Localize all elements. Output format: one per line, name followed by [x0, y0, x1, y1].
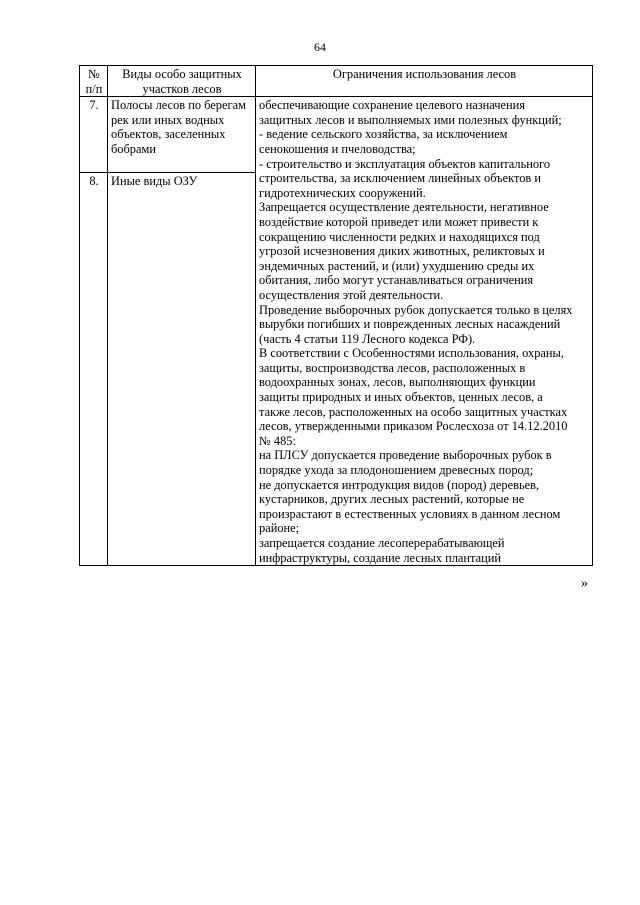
restriction-line: В соответствии с Особенностями использования, охраны, [259, 346, 564, 361]
restriction-line: (часть 4 статьи 119 Лесного кодекса РФ). [259, 331, 476, 346]
page-number: 64 [314, 40, 326, 54]
forest-type-line: бобрами [111, 141, 156, 156]
forest-type-line: Полосы лесов по берегам [111, 98, 246, 113]
restriction-line: сокращению численности редких и находящихся под [259, 229, 540, 244]
restriction-line: произрастают в естественных условиях в данном лесном [259, 506, 561, 521]
restriction-line: строительства, за исключением линейных объектов и [259, 171, 541, 186]
restriction-line: обеспечивающие сохранение целевого назначения [259, 98, 525, 113]
restriction-line: запрещается создание лесоперерабатывающей [259, 536, 505, 550]
header-type-line: Виды особо защитных [122, 67, 242, 81]
restriction-line: вырубки погибших и поврежденных лесных насаждений [259, 317, 561, 332]
header-num-line: № [88, 67, 100, 81]
table-header-row [80, 66, 593, 97]
forest-type-cell [108, 97, 256, 173]
forest-restrictions-table [79, 65, 593, 566]
restriction-line: воздействие которой приведет или может привести к [259, 214, 539, 229]
restriction-line: - ведение сельского хозяйства, за исключением [259, 127, 508, 142]
restriction-line: № 485: [259, 433, 296, 448]
forest-type-line: рек или иных водных [111, 112, 225, 127]
restriction-line: не допускается интродукция видов (пород) деревьев, [259, 477, 540, 492]
restriction-line: на ПЛСУ допускается проведение выборочных рубок в [259, 448, 552, 463]
restriction-line: угрозой исчезновения диких животных, реликтовых и [259, 244, 545, 259]
restriction-line: Запрещается осуществление деятельности, негативное [259, 200, 549, 215]
restriction-line: районе; [259, 521, 300, 536]
restriction-line: обитания, либо могут устанавливаться ограничения [259, 273, 534, 288]
restriction-line: - строительство и эксплуатация объектов капитального [259, 156, 551, 171]
restriction-line: водоохранных зонах, лесов, выполняющих функции [259, 375, 536, 390]
restriction-line: защиты природных и иных объектов, ценных лесов, а [259, 390, 543, 405]
restriction-line: лесов, утвержденными приказом Рослесхоза от 14.12.2010 [259, 419, 568, 434]
header-forest-type [108, 66, 256, 97]
closing-quote: » [581, 576, 588, 591]
restriction-line: гидротехнических сооружений. [259, 185, 426, 200]
forest-type-cell [108, 173, 256, 566]
restriction-line: осуществления этой деятельности. [259, 287, 444, 302]
restriction-line: сенокошения и пчеловодства; [259, 141, 416, 156]
row-number: 8. [80, 173, 108, 566]
restrictions-cell [256, 97, 593, 566]
restriction-line: эндемичных растений, и (или) ухудшению среды их [259, 258, 535, 273]
restriction-line: Проведение выборочных рубок допускается только в целях [259, 302, 573, 317]
restriction-line: защитных лесов и выполняемых ими полезных функций; [259, 112, 562, 127]
restriction-line: инфраструктуры, создание лесных плантаций [259, 550, 501, 565]
header-num [80, 66, 108, 97]
header-restrictions: Ограничения использования лесов [256, 66, 593, 97]
restriction-line: кустарников, других лесных растений, которые не [259, 492, 525, 507]
header-type-line: участков лесов [142, 81, 222, 96]
restriction-line: порядке ухода за плодоношением древесных пород; [259, 463, 534, 478]
table-row [80, 97, 593, 173]
restriction-line: защиты, воспроизводства лесов, расположенных в [259, 360, 526, 375]
forest-type-line: объектов, заселенных [111, 127, 226, 142]
row-number: 7. [80, 97, 108, 173]
restriction-line: также лесов, расположенных на особо защитных участках [259, 404, 568, 419]
forest-type-line: Иные виды ОЗУ [111, 174, 198, 189]
header-num-line: п/п [85, 81, 103, 96]
